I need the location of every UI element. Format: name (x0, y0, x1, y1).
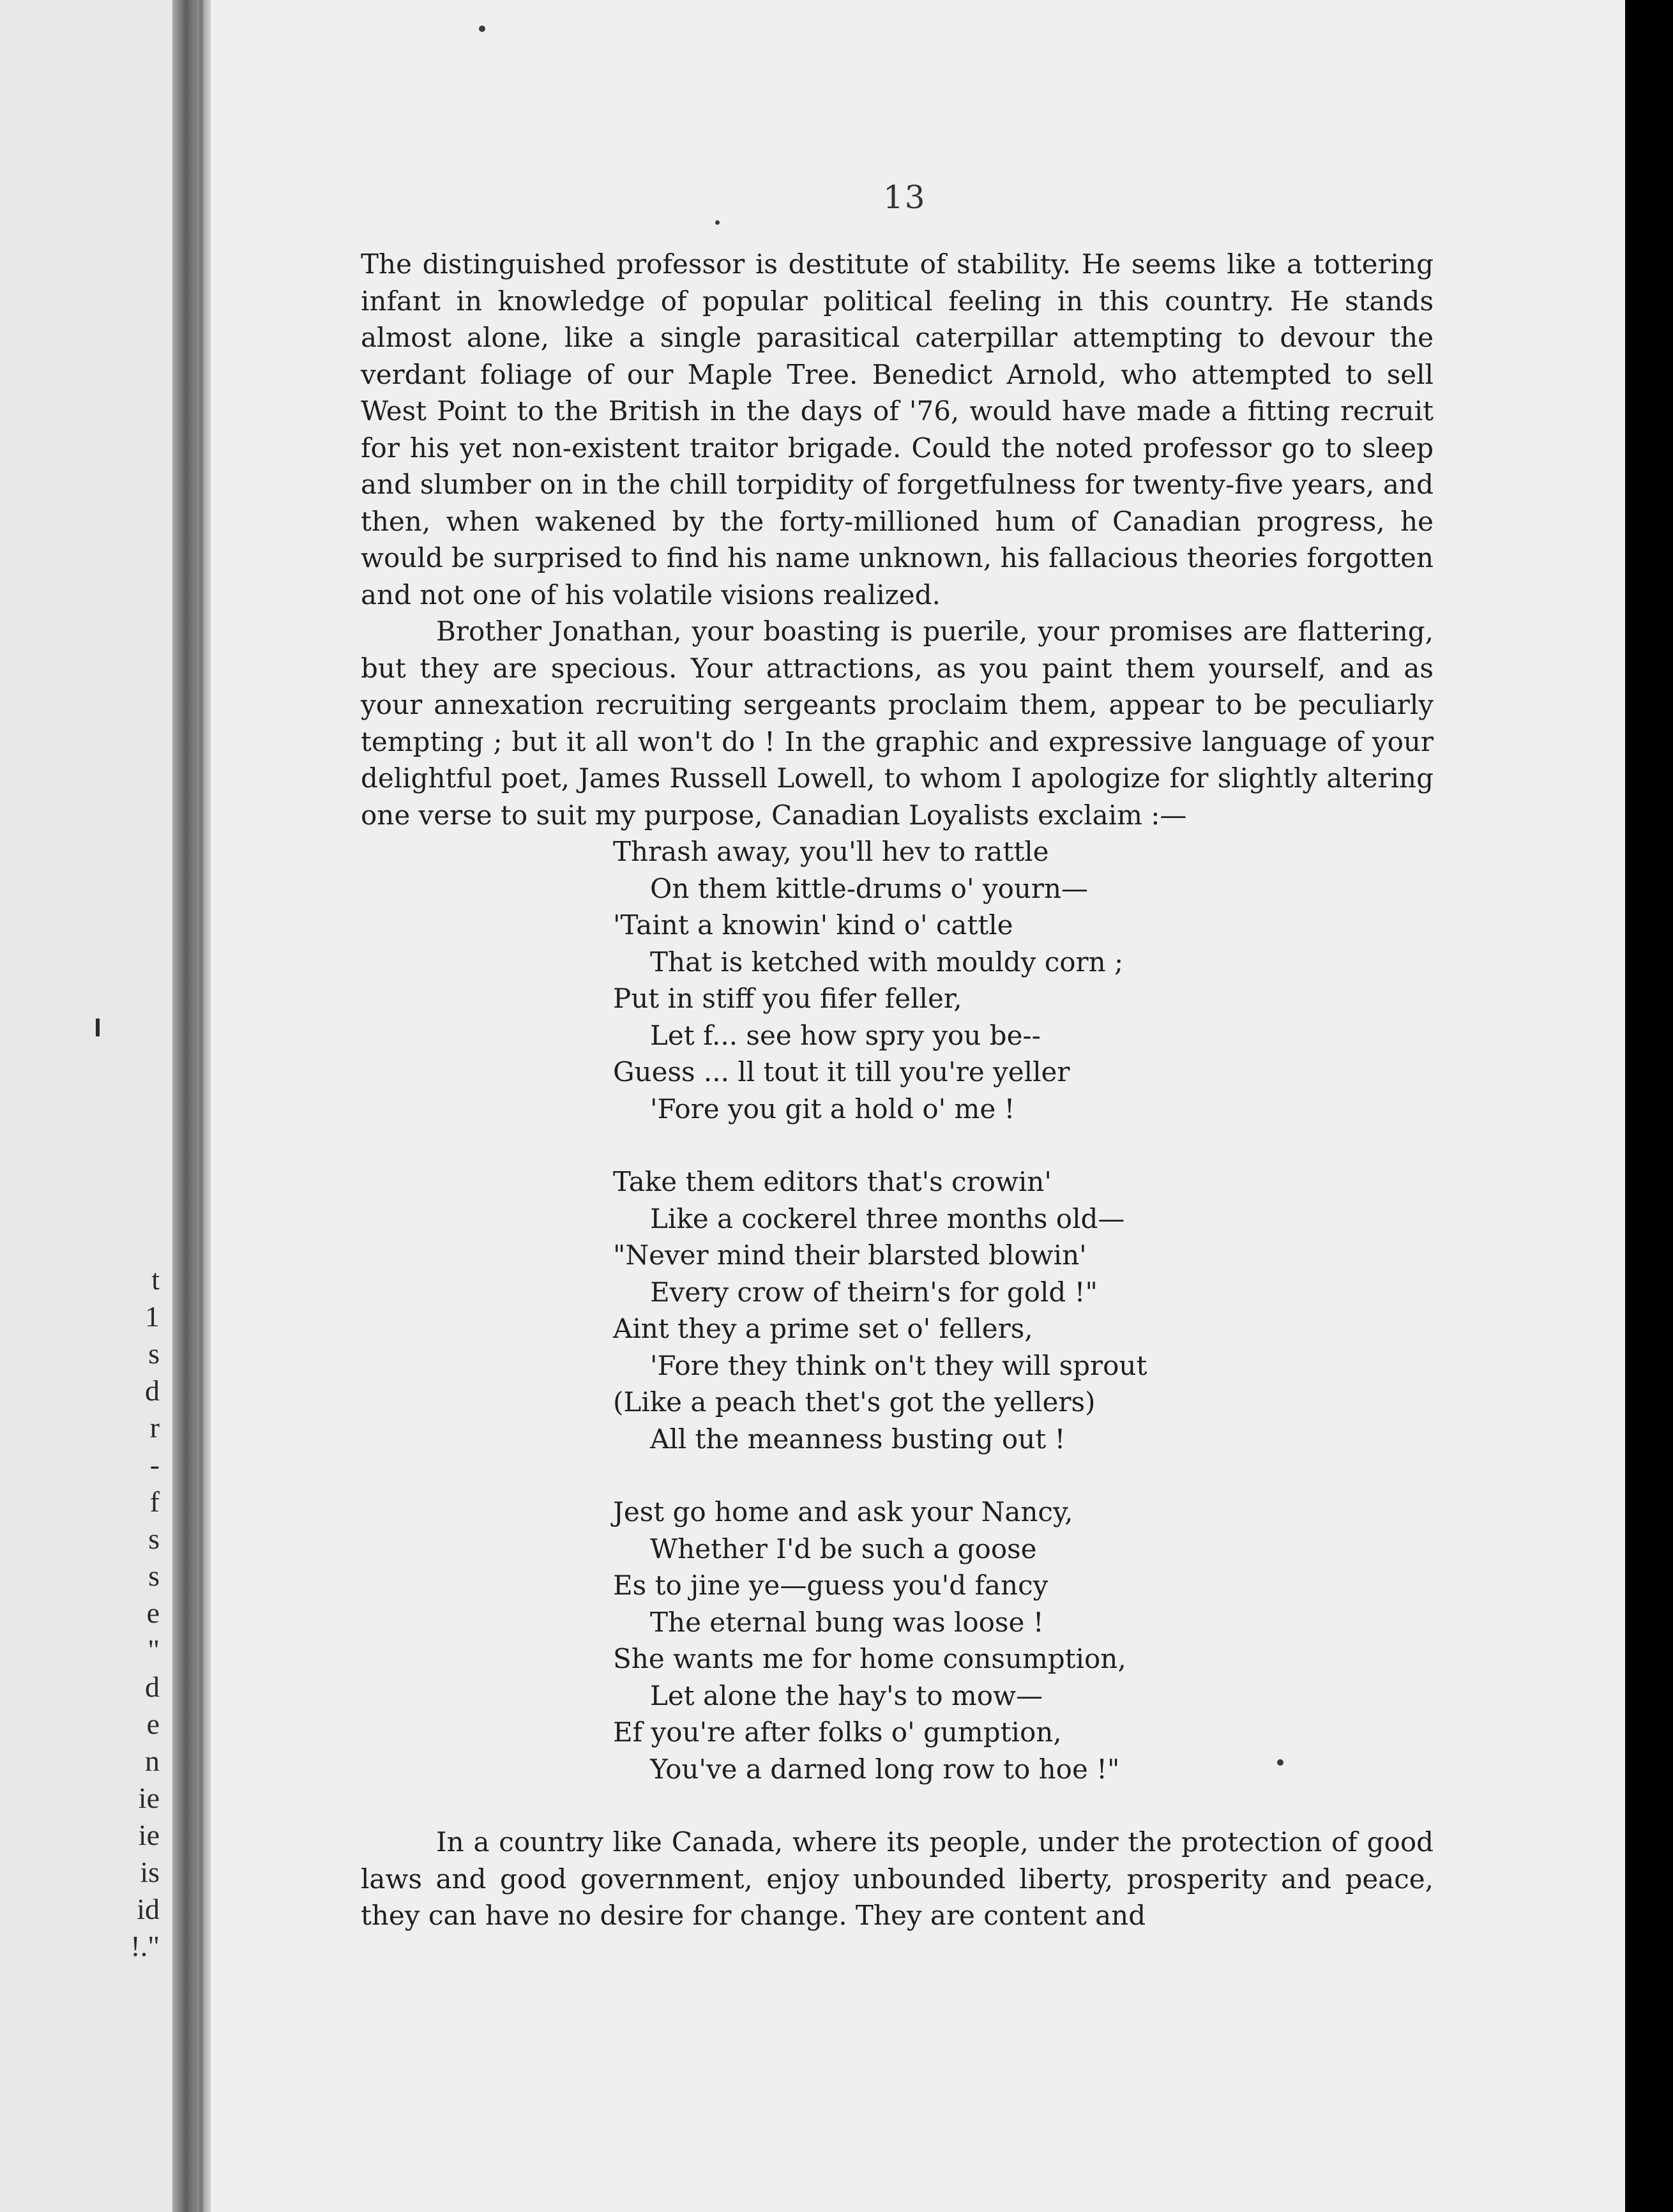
verse-line: Ef you're after folks o' gumption, (613, 1716, 1062, 1748)
scan-speck (1277, 1759, 1283, 1766)
verse-line: She wants me for home consumption, (613, 1643, 1126, 1674)
scan-speck (715, 220, 720, 225)
poem-stanza-1 (613, 833, 1434, 1127)
verse-line: Take them editors that's crowin' (613, 1166, 1052, 1197)
verse-line: (Like a peach thet's got the yellers) (613, 1386, 1096, 1418)
verse-line: You've a darned long row to hoe !" (650, 1753, 1120, 1785)
verse-line: Put in stiff you fifer feller, (613, 983, 962, 1014)
facing-page-text: t 1 s d r - f s s e " d e n ie ie is id !." (130, 1263, 160, 1962)
poem (361, 833, 1434, 1787)
verse-line: That is ketched with mouldy corn ; (650, 946, 1124, 978)
verse-line: Every crow of theirn's for gold !" (650, 1276, 1098, 1308)
poem-stanza-2 (613, 1163, 1434, 1457)
page-number: 13 (883, 179, 927, 216)
page-content (361, 246, 1434, 1934)
gutter-fold-line (199, 0, 203, 2212)
verse-line: Thrash away, you'll hev to rattle (613, 836, 1049, 867)
verse-line: Whether I'd be such a goose (650, 1533, 1037, 1564)
verse-line: Let f... see how spry you be-- (650, 1019, 1041, 1051)
verse-line: Guess ... ll tout it till you're yeller (613, 1056, 1070, 1087)
paragraph-3: In a country like Canada, where its people, under the protection of good laws and good government, enjoy unbounded liberty, prosperity and peace, they can have no desire for change. They are content and (361, 1826, 1434, 1931)
poem-stanza-3 (613, 1494, 1434, 1787)
verse-line: Let alone the hay's to mow— (650, 1679, 1043, 1711)
paragraph-2: Brother Jonathan, your boasting is puerile, your promises are flattering, but they are specious. Your attractions, as you paint them yourself, and as your annexation recruiting sergeants proclaim them, appear to be peculiarly tempting ; but it all won't do ! In the graphic and expressive language of your delightful poet, James Russell Lowell, to whom I apologize for slightly altering one verse to suit my purpose, Canadian Loyalists exclaim :— (361, 616, 1434, 831)
verse-line: Es to jine ye—guess you'd fancy (613, 1570, 1048, 1601)
verse-line: On them kittle-drums o' yourn— (650, 872, 1089, 904)
verse-line: Aint they a prime set o' fellers, (613, 1313, 1033, 1344)
verse-line: Jest go home and ask your Nancy, (613, 1496, 1073, 1527)
verse-line: 'Fore you git a hold o' me ! (650, 1093, 1015, 1125)
verse-line: 'Fore they think on't they will sprout (650, 1349, 1147, 1381)
verse-line: The eternal bung was loose ! (650, 1606, 1044, 1638)
verse-line: 'Taint a knowin' kind o' cattle (613, 909, 1013, 941)
paragraph-1: The distinguished professor is destitute of stability. He seems like a tottering infant in knowledge of popular political feeling in this country. He stands almost alone, like a single parasitical caterpillar attempting to devour the verdant foliage of our Maple Tree. Benedict Arnold, who attempted to sell West Point to the British in the days of '76, would have made a fitting recruit for his yet non-existent traitor brigade. Could the noted professor go to sleep and slumber on in the chill torpidity of forgetfulness for twenty-five years, and then, when wakened by the forty-millioned hum of Canadian progress, he would be surprised to find his name unknown, his fallacious theories forgotten and not one of his volatile visions realized. (361, 248, 1434, 610)
book-gutter (172, 0, 211, 2212)
facing-page-edge (0, 0, 185, 2212)
scan-speck (479, 26, 485, 32)
verse-line: All the meanness busting out ! (650, 1423, 1066, 1455)
verse-line: "Never mind their blarsted blowin' (613, 1239, 1087, 1271)
ink-mark (96, 1019, 100, 1036)
verse-line: Like a cockerel three months old— (650, 1202, 1125, 1234)
